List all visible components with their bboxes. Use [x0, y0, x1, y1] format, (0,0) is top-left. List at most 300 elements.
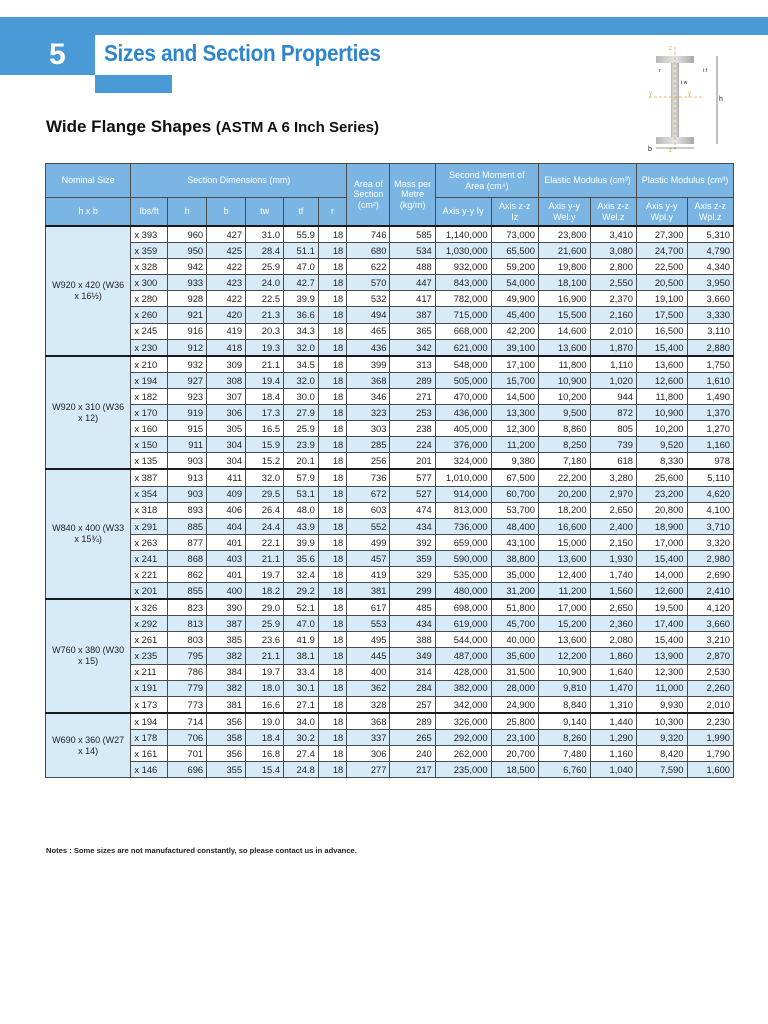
cell-welz: 2,800	[590, 259, 636, 275]
cell-wply: 17,000	[636, 534, 687, 550]
cell-h: 903	[168, 486, 207, 502]
cell-wplz: 4,790	[687, 243, 733, 259]
cell-iy: 813,000	[435, 502, 491, 518]
cell-h: 919	[168, 405, 207, 421]
cell-r: 18	[318, 421, 347, 437]
cell-wely: 15,500	[539, 307, 591, 323]
cell-wply: 23,200	[636, 486, 687, 502]
cell-lbs-ft: x 263	[131, 534, 168, 550]
cell-h: 923	[168, 388, 207, 404]
cell-h: 803	[168, 632, 207, 648]
table-row	[46, 405, 734, 421]
cell-iy: 342,000	[435, 696, 491, 713]
table-row	[46, 680, 734, 696]
subtitle-standard: (ASTM A 6 Inch Series)	[215, 119, 379, 136]
cell-tw: 29.5	[246, 486, 284, 502]
table-row	[46, 518, 734, 534]
cell-r: 18	[318, 550, 347, 566]
cell-iz: 65,500	[491, 243, 538, 259]
cell-h: 877	[168, 534, 207, 550]
cell-iz: 54,000	[491, 275, 538, 291]
cell-h: 913	[168, 469, 207, 486]
cell-wplz: 3,660	[687, 616, 733, 632]
table-row	[46, 226, 734, 243]
cell-wplz: 3,710	[687, 518, 733, 534]
cell-r: 18	[318, 664, 347, 680]
cell-wplz: 4,340	[687, 259, 733, 275]
cell-welz: 1,870	[590, 339, 636, 356]
cell-wely: 13,600	[539, 550, 591, 566]
cell-area: 285	[347, 437, 390, 453]
cell-lbs-ft: x 292	[131, 616, 168, 632]
cell-wely: 23,800	[539, 226, 591, 243]
cell-mass: 488	[390, 259, 435, 275]
table-row	[46, 453, 734, 470]
table-row	[46, 307, 734, 323]
cell-h: 903	[168, 453, 207, 470]
cell-iz: 60,700	[491, 486, 538, 502]
cell-wply: 15,400	[636, 632, 687, 648]
cell-h: 916	[168, 323, 207, 339]
cell-iz: 67,500	[491, 469, 538, 486]
cell-b: 356	[207, 713, 246, 730]
table-row	[46, 713, 734, 730]
cell-h: 885	[168, 518, 207, 534]
cell-iy: 480,000	[435, 583, 491, 600]
cell-welz: 2,010	[590, 323, 636, 339]
cell-iy: 736,000	[435, 518, 491, 534]
cell-h: 912	[168, 339, 207, 356]
cell-wply: 24,700	[636, 243, 687, 259]
cell-tw: 19.7	[246, 566, 284, 582]
cell-wely: 6,760	[539, 762, 591, 778]
cell-r: 18	[318, 437, 347, 453]
diagram-label-r: r	[659, 68, 661, 74]
cell-iz: 43,100	[491, 534, 538, 550]
table-row	[46, 648, 734, 664]
cell-b: 423	[207, 275, 246, 291]
cell-area: 368	[347, 372, 390, 388]
cell-tw: 15.4	[246, 762, 284, 778]
cell-r: 18	[318, 372, 347, 388]
cell-tw: 28.4	[246, 243, 284, 259]
cell-welz: 2,150	[590, 534, 636, 550]
header-plastic-modulus: Plastic Modulus (cm³)	[636, 164, 733, 198]
header-lbsft: lbs/ft	[131, 198, 168, 227]
cell-wply: 15,400	[636, 339, 687, 356]
cell-welz: 1,290	[590, 729, 636, 745]
cell-iz: 45,400	[491, 307, 538, 323]
cell-tw: 23.6	[246, 632, 284, 648]
cell-welz: 1,160	[590, 746, 636, 762]
cell-r: 18	[318, 680, 347, 696]
cell-area: 346	[347, 388, 390, 404]
cell-wely: 22,200	[539, 469, 591, 486]
cell-area: 277	[347, 762, 390, 778]
cell-wely: 10,200	[539, 388, 591, 404]
cell-b: 425	[207, 243, 246, 259]
cell-welz: 1,110	[590, 356, 636, 373]
cell-tf: 29.2	[284, 583, 319, 600]
cell-tf: 47.0	[284, 259, 319, 275]
cell-b: 384	[207, 664, 246, 680]
cell-mass: 388	[390, 632, 435, 648]
table-row	[46, 502, 734, 518]
cell-wplz: 1,610	[687, 372, 733, 388]
table-row	[46, 339, 734, 356]
cell-lbs-ft: x 211	[131, 664, 168, 680]
cell-h: 862	[168, 566, 207, 582]
cell-b: 382	[207, 648, 246, 664]
cell-iz: 20,700	[491, 746, 538, 762]
cell-wely: 13,600	[539, 632, 591, 648]
table-row	[46, 534, 734, 550]
cell-tw: 24.0	[246, 275, 284, 291]
table-row	[46, 372, 734, 388]
cell-tf: 55.9	[284, 226, 319, 243]
cell-mass: 359	[390, 550, 435, 566]
cell-wplz: 3,210	[687, 632, 733, 648]
table-row	[46, 550, 734, 566]
cell-wely: 18,200	[539, 502, 591, 518]
cell-r: 18	[318, 291, 347, 307]
cell-b: 403	[207, 550, 246, 566]
cell-tw: 17.3	[246, 405, 284, 421]
cell-r: 18	[318, 616, 347, 632]
cell-iy: 698,000	[435, 599, 491, 616]
table-row	[46, 421, 734, 437]
cell-r: 18	[318, 226, 347, 243]
cell-lbs-ft: x 194	[131, 713, 168, 730]
cell-iz: 73,000	[491, 226, 538, 243]
cell-tf: 34.3	[284, 323, 319, 339]
cell-b: 356	[207, 746, 246, 762]
cell-welz: 2,550	[590, 275, 636, 291]
cell-iy: 544,000	[435, 632, 491, 648]
table-row	[46, 664, 734, 680]
cell-h: 933	[168, 275, 207, 291]
cell-wplz: 5,110	[687, 469, 733, 486]
cell-tw: 22.5	[246, 291, 284, 307]
cell-area: 436	[347, 339, 390, 356]
cell-wely: 18,100	[539, 275, 591, 291]
cell-iy: 619,000	[435, 616, 491, 632]
cell-iy: 262,000	[435, 746, 491, 762]
cell-iz: 48,400	[491, 518, 538, 534]
table-row	[46, 616, 734, 632]
cell-iy: 1,140,000	[435, 226, 491, 243]
table-row	[46, 259, 734, 275]
cell-wply: 17,500	[636, 307, 687, 323]
cell-tw: 18.4	[246, 388, 284, 404]
cell-welz: 2,080	[590, 632, 636, 648]
cell-mass: 201	[390, 453, 435, 470]
cell-wply: 7,590	[636, 762, 687, 778]
header-mass: Mass per Metre (kg/m)	[390, 164, 435, 227]
cell-h: 942	[168, 259, 207, 275]
cell-wply: 16,500	[636, 323, 687, 339]
table-row	[46, 566, 734, 582]
cell-b: 422	[207, 259, 246, 275]
cell-h: 960	[168, 226, 207, 243]
cell-wply: 19,100	[636, 291, 687, 307]
cell-welz: 2,650	[590, 502, 636, 518]
cell-h: 893	[168, 502, 207, 518]
diagram-label-z-top: z	[669, 46, 672, 52]
cell-wplz: 1,990	[687, 729, 733, 745]
table-row	[46, 696, 734, 713]
cell-welz: 1,560	[590, 583, 636, 600]
cell-tw: 15.2	[246, 453, 284, 470]
nominal-size-cell: W920 x 310 (W36 x 12)	[46, 356, 131, 470]
cell-tf: 43.9	[284, 518, 319, 534]
cell-iz: 25,800	[491, 713, 538, 730]
cell-h: 911	[168, 437, 207, 453]
table-row	[46, 599, 734, 616]
header-area: Area of Section (cm²)	[347, 164, 390, 227]
cell-tf: 39.9	[284, 291, 319, 307]
cell-b: 306	[207, 405, 246, 421]
header-hxb: h x b	[46, 198, 131, 227]
cell-welz: 3,080	[590, 243, 636, 259]
cell-wely: 9,500	[539, 405, 591, 421]
cell-tw: 22.1	[246, 534, 284, 550]
cell-mass: 585	[390, 226, 435, 243]
section-accent-tab	[95, 75, 172, 93]
table-row	[46, 437, 734, 453]
cell-iz: 49,900	[491, 291, 538, 307]
table-row	[46, 729, 734, 745]
cell-welz: 872	[590, 405, 636, 421]
cell-wply: 13,900	[636, 648, 687, 664]
cell-wely: 21,600	[539, 243, 591, 259]
cell-wely: 9,810	[539, 680, 591, 696]
cell-iy: 914,000	[435, 486, 491, 502]
nominal-size-cell: W690 x 360 (W27 x 14)	[46, 713, 131, 778]
cell-iy: 487,000	[435, 648, 491, 664]
cell-iy: 326,000	[435, 713, 491, 730]
cell-mass: 387	[390, 307, 435, 323]
cell-tf: 41.9	[284, 632, 319, 648]
cell-welz: 739	[590, 437, 636, 453]
cell-wplz: 1,750	[687, 356, 733, 373]
cell-iy: 668,000	[435, 323, 491, 339]
subtitle-main: Wide Flange Shapes	[46, 117, 212, 136]
cell-welz: 1,040	[590, 762, 636, 778]
cell-mass: 577	[390, 469, 435, 486]
cell-wplz: 2,260	[687, 680, 733, 696]
cell-lbs-ft: x 318	[131, 502, 168, 518]
cell-tw: 25.9	[246, 616, 284, 632]
cell-b: 419	[207, 323, 246, 339]
cell-iy: 782,000	[435, 291, 491, 307]
cell-b: 411	[207, 469, 246, 486]
cell-wely: 17,000	[539, 599, 591, 616]
cell-area: 457	[347, 550, 390, 566]
cell-r: 18	[318, 762, 347, 778]
cell-wely: 10,900	[539, 664, 591, 680]
cell-area: 337	[347, 729, 390, 745]
cell-tf: 32.0	[284, 372, 319, 388]
cell-mass: 289	[390, 713, 435, 730]
table-row	[46, 291, 734, 307]
cell-mass: 313	[390, 356, 435, 373]
cell-wely: 8,260	[539, 729, 591, 745]
cell-iy: 470,000	[435, 388, 491, 404]
cell-tf: 52.1	[284, 599, 319, 616]
cell-iy: 405,000	[435, 421, 491, 437]
cell-r: 18	[318, 388, 347, 404]
cell-wely: 15,200	[539, 616, 591, 632]
cell-h: 706	[168, 729, 207, 745]
cell-wplz: 1,160	[687, 437, 733, 453]
cell-wply: 10,300	[636, 713, 687, 730]
cell-wplz: 978	[687, 453, 733, 470]
cell-tf: 57.9	[284, 469, 319, 486]
cell-tw: 19.0	[246, 713, 284, 730]
cell-h: 921	[168, 307, 207, 323]
cell-mass: 434	[390, 518, 435, 534]
cell-b: 355	[207, 762, 246, 778]
cell-b: 385	[207, 632, 246, 648]
cell-wplz: 2,230	[687, 713, 733, 730]
cell-iz: 15,700	[491, 372, 538, 388]
cell-wely: 16,900	[539, 291, 591, 307]
cell-mass: 342	[390, 339, 435, 356]
cell-iy: 382,000	[435, 680, 491, 696]
cell-wplz: 3,950	[687, 275, 733, 291]
header-iz: Axis z-z Iz	[491, 198, 538, 227]
cell-wply: 8,330	[636, 453, 687, 470]
cell-welz: 1,860	[590, 648, 636, 664]
cell-mass: 238	[390, 421, 435, 437]
cell-welz: 1,440	[590, 713, 636, 730]
cell-wply: 25,600	[636, 469, 687, 486]
cell-lbs-ft: x 182	[131, 388, 168, 404]
cell-wplz: 3,320	[687, 534, 733, 550]
cell-tf: 36.6	[284, 307, 319, 323]
diagram-label-z-bottom: z	[669, 148, 672, 154]
cell-wely: 8,860	[539, 421, 591, 437]
cell-tw: 24.4	[246, 518, 284, 534]
cell-wely: 8,840	[539, 696, 591, 713]
cell-area: 553	[347, 616, 390, 632]
cell-wply: 15,400	[636, 550, 687, 566]
cell-wplz: 1,490	[687, 388, 733, 404]
cell-iz: 12,300	[491, 421, 538, 437]
cell-wplz: 2,870	[687, 648, 733, 664]
cell-wely: 12,400	[539, 566, 591, 582]
cell-area: 303	[347, 421, 390, 437]
cell-lbs-ft: x 241	[131, 550, 168, 566]
cell-tw: 18.2	[246, 583, 284, 600]
cell-area: 368	[347, 713, 390, 730]
cell-tf: 20.1	[284, 453, 319, 470]
cell-h: 823	[168, 599, 207, 616]
cell-h: 779	[168, 680, 207, 696]
cell-wplz: 4,120	[687, 599, 733, 616]
cell-r: 18	[318, 746, 347, 762]
cell-lbs-ft: x 194	[131, 372, 168, 388]
header-nominal-size: Nominal Size	[46, 164, 131, 198]
header-iy: Axis y-y Iy	[435, 198, 491, 227]
cell-h: 928	[168, 291, 207, 307]
cell-h: 950	[168, 243, 207, 259]
cell-wply: 12,600	[636, 583, 687, 600]
cell-b: 381	[207, 696, 246, 713]
cell-welz: 2,370	[590, 291, 636, 307]
cell-b: 427	[207, 226, 246, 243]
cell-wplz: 1,270	[687, 421, 733, 437]
cell-mass: 527	[390, 486, 435, 502]
cell-tw: 25.9	[246, 259, 284, 275]
cell-iy: 235,000	[435, 762, 491, 778]
cell-r: 18	[318, 243, 347, 259]
cell-r: 18	[318, 696, 347, 713]
cell-area: 381	[347, 583, 390, 600]
cell-welz: 3,410	[590, 226, 636, 243]
header-r: r	[318, 198, 347, 227]
cell-wplz: 2,010	[687, 696, 733, 713]
cell-tw: 21.1	[246, 356, 284, 373]
cell-welz: 2,360	[590, 616, 636, 632]
cell-h: 786	[168, 664, 207, 680]
cell-iz: 51,800	[491, 599, 538, 616]
cell-iy: 715,000	[435, 307, 491, 323]
cell-tf: 34.0	[284, 713, 319, 730]
cell-wely: 11,200	[539, 583, 591, 600]
cell-b: 390	[207, 599, 246, 616]
cell-welz: 1,640	[590, 664, 636, 680]
cell-tf: 27.4	[284, 746, 319, 762]
cell-tf: 24.8	[284, 762, 319, 778]
cell-wplz: 4,620	[687, 486, 733, 502]
cell-iz: 59,200	[491, 259, 538, 275]
cell-wply: 11,800	[636, 388, 687, 404]
nominal-size-cell: W760 x 380 (W30 x 15)	[46, 599, 131, 713]
cell-lbs-ft: x 221	[131, 566, 168, 582]
cell-iy: 659,000	[435, 534, 491, 550]
cell-tw: 29.0	[246, 599, 284, 616]
cell-wely: 13,600	[539, 339, 591, 356]
cell-welz: 618	[590, 453, 636, 470]
cell-iy: 621,000	[435, 339, 491, 356]
cell-r: 18	[318, 599, 347, 616]
cell-welz: 944	[590, 388, 636, 404]
cell-welz: 1,020	[590, 372, 636, 388]
cell-area: 399	[347, 356, 390, 373]
cell-wply: 20,500	[636, 275, 687, 291]
cell-iz: 24,900	[491, 696, 538, 713]
cell-tf: 34.5	[284, 356, 319, 373]
cell-wely: 8,250	[539, 437, 591, 453]
cell-area: 499	[347, 534, 390, 550]
cell-mass: 534	[390, 243, 435, 259]
cell-b: 304	[207, 453, 246, 470]
cell-lbs-ft: x 235	[131, 648, 168, 664]
cell-r: 18	[318, 323, 347, 339]
cell-iy: 548,000	[435, 356, 491, 373]
cell-iz: 31,200	[491, 583, 538, 600]
cell-iz: 39,100	[491, 339, 538, 356]
table-body	[46, 226, 734, 778]
cell-mass: 349	[390, 648, 435, 664]
cell-welz: 2,400	[590, 518, 636, 534]
cell-b: 422	[207, 291, 246, 307]
cell-lbs-ft: x 210	[131, 356, 168, 373]
cell-lbs-ft: x 260	[131, 307, 168, 323]
cell-r: 18	[318, 534, 347, 550]
